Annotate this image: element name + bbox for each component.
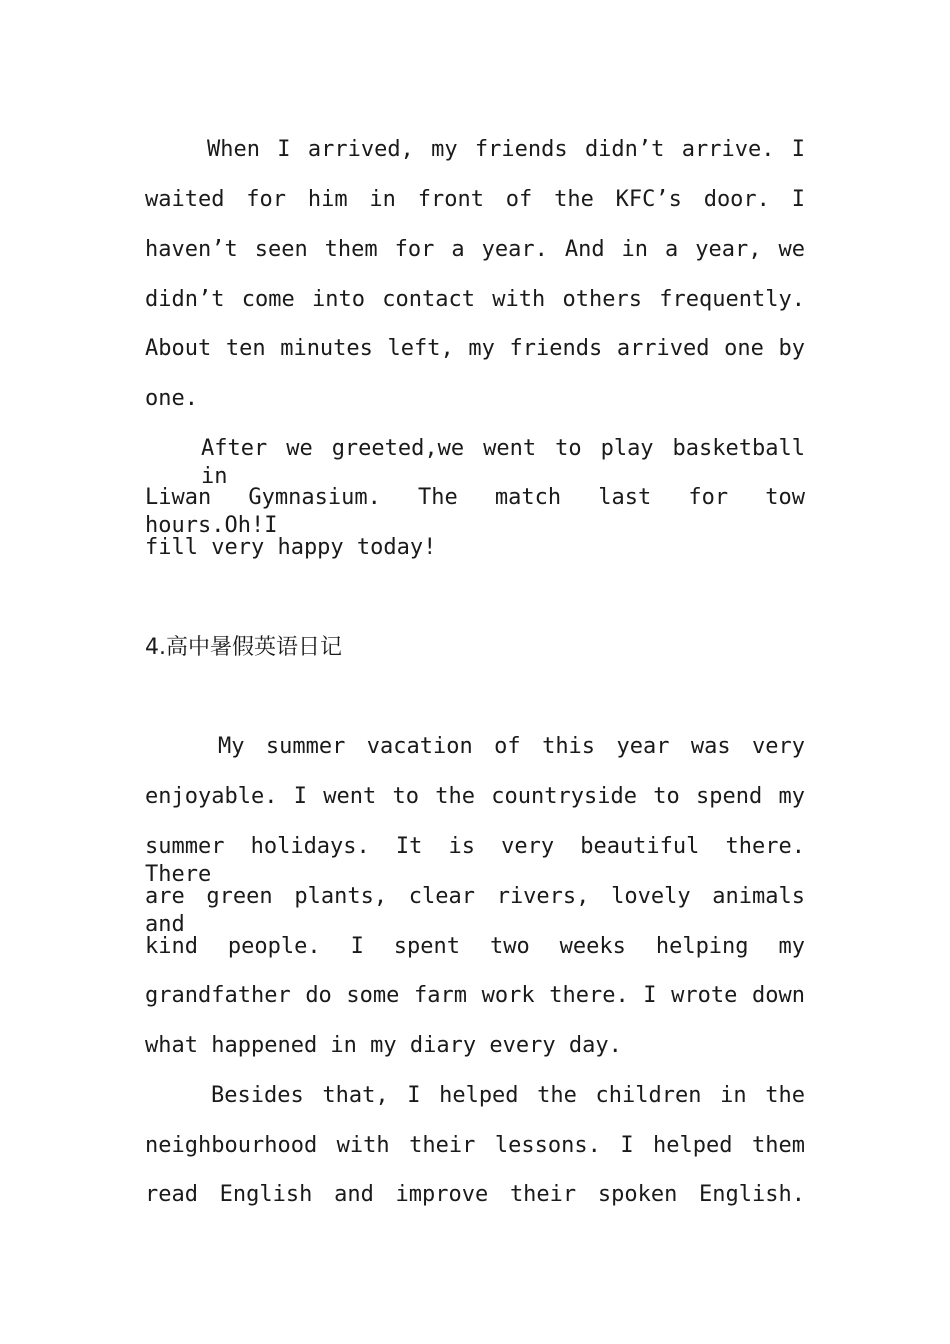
paragraph-1-line-6: one.	[145, 386, 198, 411]
paragraph-3-line-5: kind people. I spent two weeks helping my	[145, 934, 805, 959]
section-heading: 4.高中暑假英语日记	[145, 635, 342, 660]
paragraph-2-line-1: After we greeted,we went to play basketball in	[201, 436, 805, 489]
paragraph-2-line-2: Liwan Gymnasium. The match last for tow hours.Oh!I	[145, 485, 805, 538]
paragraph-1-line-1: When I arrived, my friends didn’t arrive. I	[207, 137, 805, 162]
paragraph-4-line-2: neighbourhood with their lessons. I helped them	[145, 1133, 805, 1158]
paragraph-1-line-2: waited for him in front of the KFC’s door. I	[145, 187, 805, 212]
paragraph-4-line-1: Besides that, I helped the children in the	[211, 1083, 805, 1108]
paragraph-3-line-1: My summer vacation of this year was very	[218, 734, 805, 759]
paragraph-3-line-2: enjoyable. I went to the countryside to spend my	[145, 784, 805, 809]
paragraph-2-line-3: fill very happy today!	[145, 535, 437, 560]
paragraph-1-line-4: didn’t come into contact with others frequently.	[145, 287, 805, 312]
paragraph-3-line-3: summer holidays. It is very beautiful there. There	[145, 834, 805, 887]
paragraph-3-line-4: are green plants, clear rivers, lovely animals and	[145, 884, 805, 937]
paragraph-4-line-3: read English and improve their spoken English.	[145, 1182, 805, 1207]
paragraph-3-line-6: grandfather do some farm work there. I wrote down	[145, 983, 805, 1008]
paragraph-1-line-5: About ten minutes left, my friends arrived one by	[145, 336, 805, 361]
paragraph-3-line-7: what happened in my diary every day.	[145, 1033, 622, 1058]
paragraph-1-line-3: haven’t seen them for a year. And in a year, we	[145, 237, 805, 262]
